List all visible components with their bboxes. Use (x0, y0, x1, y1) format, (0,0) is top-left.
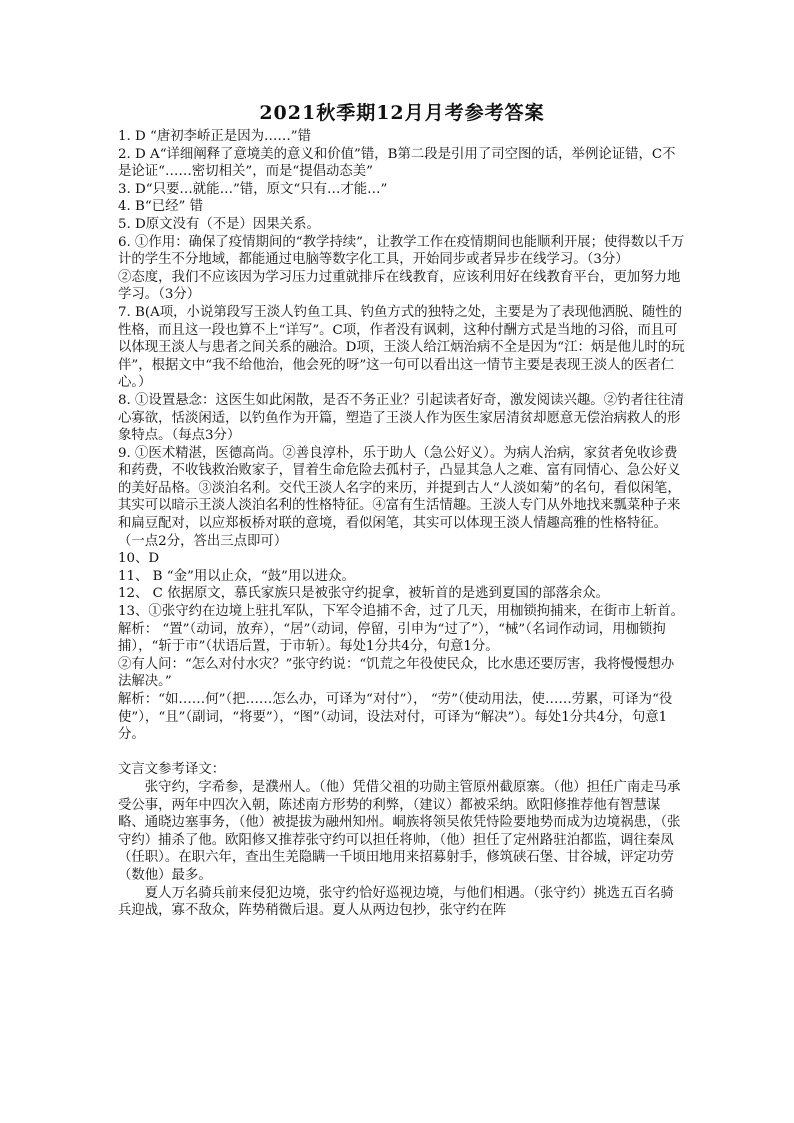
answer-line-1: 1. D “唐初李峤正是因为……”错 (118, 129, 312, 144)
translation-paragraph-2: 夏人万名骑兵前来侵犯边境，张守约恰好巡视边境，与他们相遇。（张守约）挑选五百名骑兵迎战，寡不敌众，阵势稍微后退。夏人从两边包抄，张守约在阵 (118, 885, 674, 919)
answer-line-10: 10、D (118, 551, 160, 567)
translation-heading: 文言文参考译文： (118, 762, 226, 778)
answer-line-13-analysis-1: 解析： “置”（动词，放弃），“居”（动词，停留，引申为“过了”），“械”（名词作动词，用枷锁拘捕），“斩于市”（状语后置，于市斩）。每处1分共4分，句意1分。 (118, 621, 666, 655)
answer-line-13-analysis-2: 解析：“如……何”（把……怎么办，可译为“对付”）， “劳”（使动用法，使……劳累，可译为“役使”），“且”（副词，“将要”），“图”（动词，设法对付，可译为“解决”）。每处1分共4分，句意1分。 (118, 692, 673, 743)
answer-line-9: 9. ①医术精湛，医德高尚。②善良淳朴，乐于助人（急公好义）。为病人治病，家贫者免收诊费和药费，不收钱救治败家子，冒着生命危险去孤村子，凸显其急人之难、富有同情心、急公好义的美好品格。③淡泊名利。交代王淡人名字的来历，并提到古人“人淡如菊”的名句，看似闲笔，其实可以暗示王淡人淡泊名利的性格特征。④富有生活情趣。王淡人专门从外地找来瓢菜种子来和扁豆配对，以应郑板桥对联的意境，看似闲笔，其实可以体现王淡人情趣高雅的性格特征。（一点2分，答出三点即可） (118, 445, 681, 549)
translation-paragraph-1: 张守约，字希参，是濮州人。（他）凭借父祖的功勋主管原州截原寨。（他）担任广南走马承受公事，两年中四次入朝，陈述南方形势的利弊，（建议）都被采纳。欧阳修推荐他有智慧谋略、通晓边塞事务，（他）被提拔为融州知州。峒族将领吴侬凭恃险要地势而成为边境祸患，（张守约）捕杀了他。欧阳修又推荐张守约可以担任将帅，（他）担任了定州路驻泊都监，调往秦凤（任职）。在职六年，查出生羌隐瞒一千顷田地用来招募射手，修筑硖石堡、甘谷城，评定功劳（数他）最多。 (118, 779, 681, 883)
answer-line-13: 13、①张守约在边境上驻扎军队，下军令追捕不舍，过了几天，用枷锁拘捕来，在街市上斩首。 (118, 604, 685, 620)
answer-line-4: 4. B“已经” 错 (118, 199, 203, 215)
answer-document (118, 100, 686, 1100)
answer-line-13-part-2: ②有人问：“怎么对付水灾？”张守约说：“饥荒之年役使民众，比水患还要厉害，我将慢慢想办法解决。” (118, 656, 675, 690)
answer-line-12: 12、 C 依据原文，慕氏家族只是被张守约捉拿，被斩首的是逃到夏国的部落余众。 (118, 586, 610, 602)
answer-line-2: 2. D A“详细阐释了意境美的意义和价值”错，B第二段是引用了司空图的话，举例论证错，C不是论证“……密切相关”，而是“提倡动态美” (118, 146, 676, 180)
answer-line-6: 6. ①作用：确保了疫情期间的“教学持续”，让教学工作在疫情期间也能顺利开展；使得数以千万计的学生不分地域，都能通过电脑等数字化工具，开始同步或者异步在线学习。（3分） (118, 234, 685, 268)
answer-line-5: 5. D原文没有（不是）因果关系。 (118, 216, 320, 232)
section-gap (118, 744, 686, 762)
answer-line-7: 7. B(A项，小说第段写王淡人钓鱼工具、钓鱼方式的独特之处，主要是为了表现他洒脱、随性的性格，而且这一段也算不上“详写”。C项，作者没有讽刺，这种付酬方式是当地的习俗，而且可以体现王淡人与患者之间关系的融洽。D项，王淡人给江炳治病不全是因为“江：炳是他儿时的玩伴”，根据文中“我不给他治，他会死的呀”这一句可以看出这一情节主要是表现王淡人的医者仁心。） (118, 304, 685, 391)
page-title: 2021秋季期12月月考参考答案 (259, 102, 545, 124)
answer-line-6-part-2: ②态度，我们不应该因为学习压力过重就排斥在线教育，应该利用好在线教育平台，更加努力地学习。（3分） (118, 269, 681, 303)
answer-line-3: 3. D“只要…就能…”错，原文“只有…才能…” (118, 181, 388, 197)
answer-line-11: 11、 B “金”用以止众，“鼓”用以进众。 (118, 568, 355, 584)
answer-line-8: 8. ①设置悬念：这医生如此闲散，是否不务正业？引起读者好奇，激发阅读兴趣。②钓者往往清心寡欲，恬淡闲适，以钓鱼作为开篇，塑造了王淡人作为医生家居清贫却愿意无偿治病救人的形象特点。（每点3分） (118, 392, 685, 444)
